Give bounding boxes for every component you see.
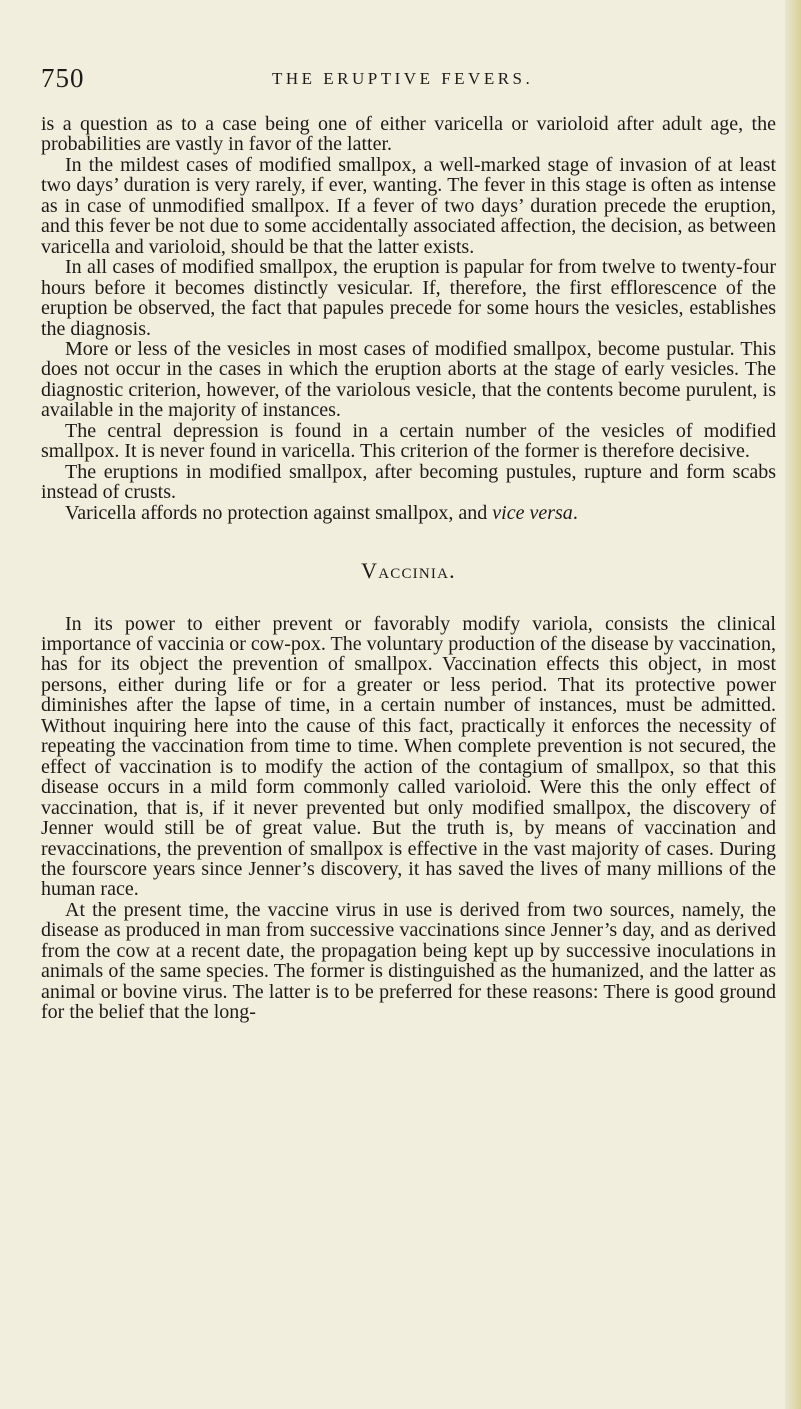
- paragraph-papular-eruption: In all cases of modified smallpox, the eruption is papular for from twelve to twenty-four hours before it becomes distinctly vesicular. If, therefore, the first efflorescence of the eruption be observed, the fact that papules precede for some hours the vesicles, establishes the diagnosis.: [41, 256, 776, 340]
- paragraph-scabs: The eruptions in modified smallpox, after becoming pustules, rupture and form scabs instead of crusts.: [41, 460, 776, 504]
- page-edge: [785, 0, 801, 1409]
- section-heading-vaccinia: Vaccinia.: [361, 558, 456, 584]
- paragraph-varicella-text: Varicella affords no protection against smallpox, and: [65, 501, 493, 524]
- running-title: THE ERUPTIVE FEVERS.: [272, 69, 534, 88]
- paragraph-central-depression: The central depression is found in a certain number of the vesicles of modified smallpox. It is never found in varicella. This criterion of the former is therefore decisive.: [41, 419, 776, 463]
- paragraph-varicella-end: .: [572, 501, 578, 524]
- page-number: 750: [41, 63, 85, 93]
- italic-vice-versa: vice versa: [492, 501, 573, 524]
- page-header: [41, 63, 781, 99]
- paragraph-invasion-stage: In the mildest cases of modified smallpox, a well-marked stage of invasion of at least two days’ duration is very rarely, if ever, wanting. The fever in this stage is often as intense as in case of unmodified smallpox. If a fever of two days’ duration precede the eruption, and this fever be not due to some accidentally associated affection, the decision, as between varicella and varioloid, should be that the latter exists.: [41, 153, 776, 258]
- body-text: [41, 114, 776, 1023]
- paragraph-pustular-vesicles: More or less of the vesicles in most cases of modified smallpox, become pustular. This does not occur in the cases in which the eruption aborts at the stage of early vesicles. The diagnostic criterion, however, of the variolous vesicle, that the contents become purulent, is available in the majority of instances.: [41, 337, 776, 422]
- paragraph-varicella-protection: [41, 503, 776, 523]
- paragraph-continuation: is a question as to a case being one of either varicella or varioloid after adult age, the probabilities are vastly in favor of the latter.: [41, 113, 776, 156]
- paragraph-vaccination-importance: In its power to either prevent or favorably modify variola, consists the clinical importance of vaccinia or cow-pox. The voluntary production of the disease by vaccination, has for its object the prevention of smallpox. Vaccination effects this object, in most persons, either during life or for a greater or less period. That its protective power diminishes after the lapse of time, in a certain number of instances, must be admitted. Without inquiring here into the cause of this fact, practically it enforces the necessity of repeating the vaccination from time to time. When complete prevention is not secured, the effect of vaccination is to modify the action of the contagium of smallpox, so that this disease occurs in a mild form commonly called varioloid. Were this the only effect of vaccination, that is, if it never prevented but only modified smallpox, the discovery of Jenner would still be of great value. But the truth is, by means of vaccination and revaccinations, the prevention of smallpox is effective in the vast majority of cases. During the fourscore years since Jenner’s discovery, it has saved the lives of many millions of the human race.: [41, 612, 776, 901]
- paragraph-vaccine-virus-sources: At the present time, the vaccine virus in use is derived from two sources, namely, the disease as produced in man from successive vaccinations since Jenner’s day, and as derived from the cow at a recent date, the propagation being kept up by successive inoculations in animals of the same species. The former is distinguished as the humanized, and the latter as animal or bovine virus. The latter is to be preferred for these reasons: There is good ground for the belief that the long-: [41, 898, 776, 1024]
